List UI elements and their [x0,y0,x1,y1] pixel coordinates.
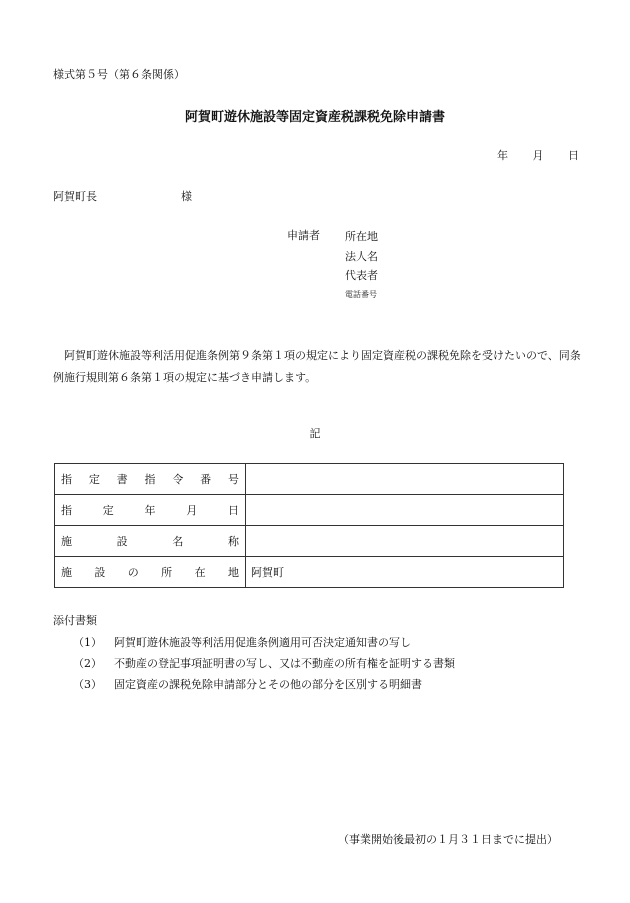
document-title: 阿賀町遊休施設等固定資産税課税免除申請書 [184,110,445,125]
table-row-label [55,495,246,526]
label-char: 称 [227,535,239,548]
list-item [73,674,455,695]
addressee [53,188,192,204]
attachment-text: 阿賀町遊休施設等利活用促進条例適用可否決定通知書の写し [114,636,411,649]
attachment-text: 不動産の登記事項証明書の写し、又は不動産の所有権を証明する書類 [114,657,455,670]
attachment-number: （1） [73,636,102,649]
label-char: 番 [200,473,212,486]
table-row-value[interactable] [246,495,564,526]
table-row-label [55,557,246,588]
label-char: 設 [116,535,128,548]
applicant-field-representative: 代表者 [345,269,378,282]
details-table [54,463,564,588]
table-row [55,464,564,495]
label-char: 名 [172,535,184,548]
label-char: 施 [61,566,72,579]
attachments-title: 添付書類 [53,614,97,627]
applicant-field-phone: 電話番号 [345,289,377,299]
label-char: 設 [94,566,106,579]
submission-note: （事業開始後最初の１月３１日までに提出） [338,833,558,846]
label-char: 月 [186,504,198,517]
row-label-chars [61,533,239,549]
date-year: 年 [497,149,508,162]
list-item [73,632,455,653]
label-char: 所 [161,566,173,579]
attachment-text: 固定資産の課税免除申請部分とその他の部分を区別する明細書 [114,678,422,691]
list-item [73,653,455,674]
table-row [55,526,564,557]
label-char: 号 [227,473,239,486]
attachments-list [73,632,455,695]
row-label-chars [61,471,239,487]
label-char: 令 [172,473,184,486]
label-char: 年 [144,504,156,517]
attachment-number: （3） [73,678,102,691]
table-row-value[interactable] [246,526,564,557]
date-day: 日 [568,149,579,162]
label-char: 指 [61,504,72,517]
table-row-label [55,526,246,557]
table-row-label [55,464,246,495]
applicant-field-address: 所在地 [345,230,378,243]
label-char: 指 [144,473,156,486]
label-char: 地 [227,566,239,579]
form-number: 様式第５号（第６条関係） [53,68,185,81]
attachment-number: （2） [73,657,102,670]
addressee-name: 阿賀町長 [53,190,97,203]
applicant-field-corporation: 法人名 [345,249,378,263]
table-row-value[interactable]: 阿賀町 [246,557,564,588]
label-char: 定 [88,473,100,486]
table-row-value[interactable] [246,464,564,495]
table-row [55,557,564,588]
label-char: 施 [61,535,72,548]
body-text: 阿賀町遊休施設等利活用促進条例第９条第１項の規定により固定資産税の課税免除を受けたいので、同条例施行規則第６条第１項の規定に基づき申請します。 [53,349,581,384]
label-char: の [127,566,139,579]
row-label-chars [61,502,239,518]
label-char: 在 [194,566,206,579]
applicant-fields [345,227,378,304]
ki-heading: 記 [309,427,321,440]
label-char: 日 [228,504,239,517]
addressee-honorific: 様 [181,190,192,203]
label-char: 定 [102,504,114,517]
date-line [497,147,579,163]
row-label-chars [61,564,239,580]
table-row [55,495,564,526]
applicant-label: 申請者 [287,229,320,242]
label-char: 書 [116,473,128,486]
date-month: 月 [532,149,544,162]
label-char: 指 [61,473,72,486]
